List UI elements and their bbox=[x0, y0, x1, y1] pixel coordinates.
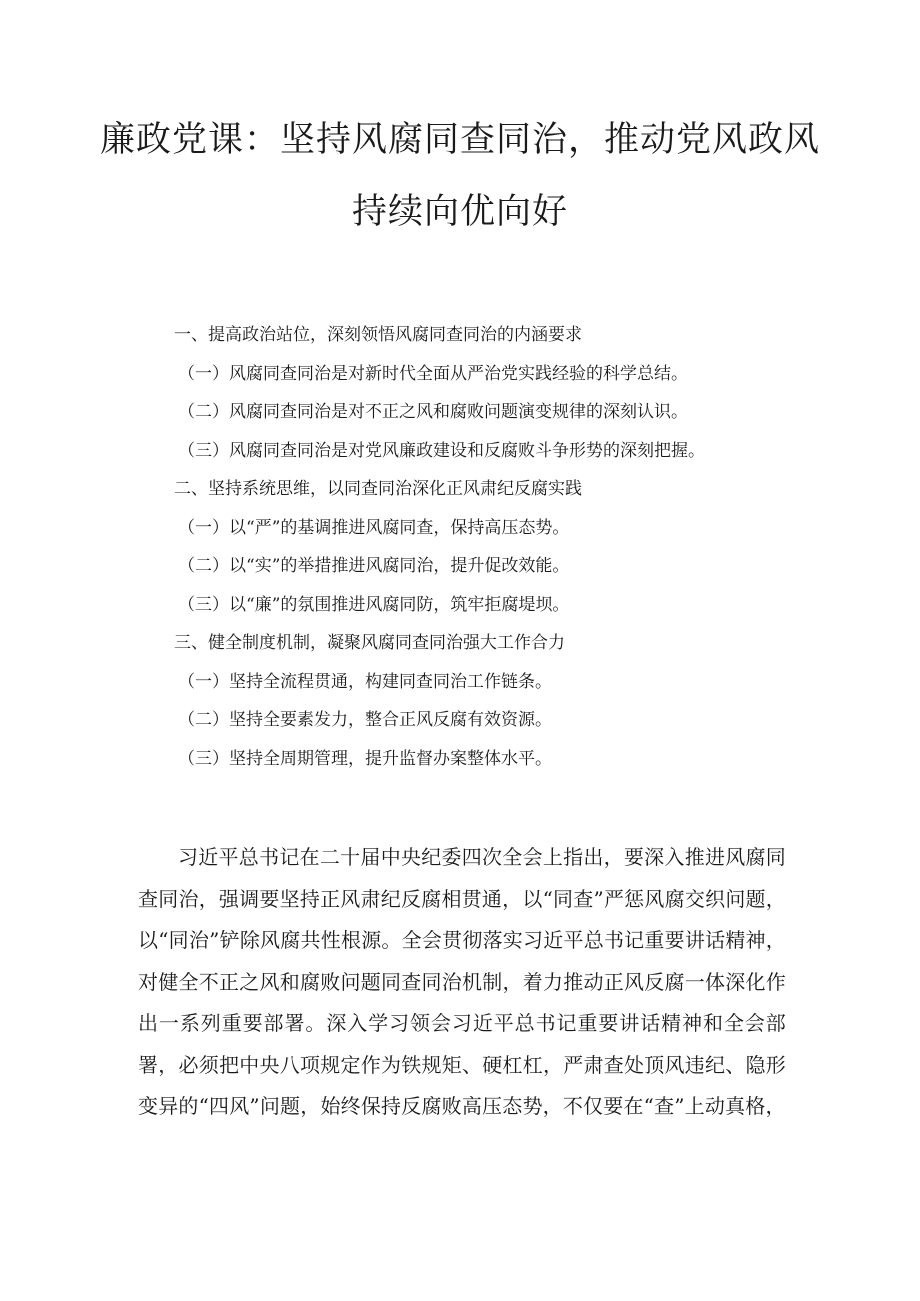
outline-subitem: （三）风腐同查同治是对党风廉政建设和反腐败斗争形势的深刻把握。 bbox=[178, 440, 705, 461]
outline-subitem: （二）以“实”的举措推进风腐同治，提升促改效能。 bbox=[178, 556, 570, 576]
outline-subitem: （二）坚持全要素发力，整合正风反腐有效资源。 bbox=[178, 710, 552, 730]
outline-subitem: （三）以“廉”的氛围推进风腐同防，筑牢拒腐堤坝。 bbox=[178, 594, 570, 615]
body-paragraph: 习近平总书记在二十届中央纪委四次全会上指出，要深入推进风腐同查同治，强调要坚持正风肃纪反腐相贯通，以“同查”严惩风腐交织问题，以“同治”铲除风腐共性根源。全会贯彻落实习近平总书记重要讲话精神，对健全不正之风和腐败问题同查同治机制，着力推动正风反腐一体深化作出一系列重要部署。深入学习领会习近平总书记重要讲话精神和全会部署，必须把中央八项规定作为铁规矩、硬杠杠，严肃查处顶风违纪、隐形变异的“四风”问题，始终保持反腐败高压态势，不仅要在“查”上动真格， bbox=[138, 845, 786, 1118]
outline-subitem: （一）风腐同查同治是对新时代全面从严治党实践经验的科学总结。 bbox=[178, 363, 688, 384]
outline-subitem: （一）坚持全流程贯通，构建同查同治工作链条。 bbox=[178, 671, 552, 692]
outline-list bbox=[174, 316, 814, 778]
outline-subitem: （二）风腐同查同治是对不正之风和腐败问题演变规律的深刻认识。 bbox=[178, 402, 688, 422]
outline-subitem: （三）坚持全周期管理，提升监督办案整体水平。 bbox=[178, 748, 552, 769]
document-title: 廉政党课：坚持风腐同查同治，推动党风政风持续向优向好 bbox=[100, 120, 821, 232]
outline-subitem: （一）以“严”的基调推进风腐同查，保持高压态势。 bbox=[178, 517, 570, 538]
outline-section-heading: 一、提高政治站位，深刻领悟风腐同查同治的内涵要求 bbox=[174, 325, 582, 345]
outline-section-heading: 三、健全制度机制，凝聚风腐同查同治强大工作合力 bbox=[174, 633, 565, 653]
outline-section-heading: 二、坚持系统思维，以同查同治深化正风肃纪反腐实践 bbox=[174, 479, 582, 499]
